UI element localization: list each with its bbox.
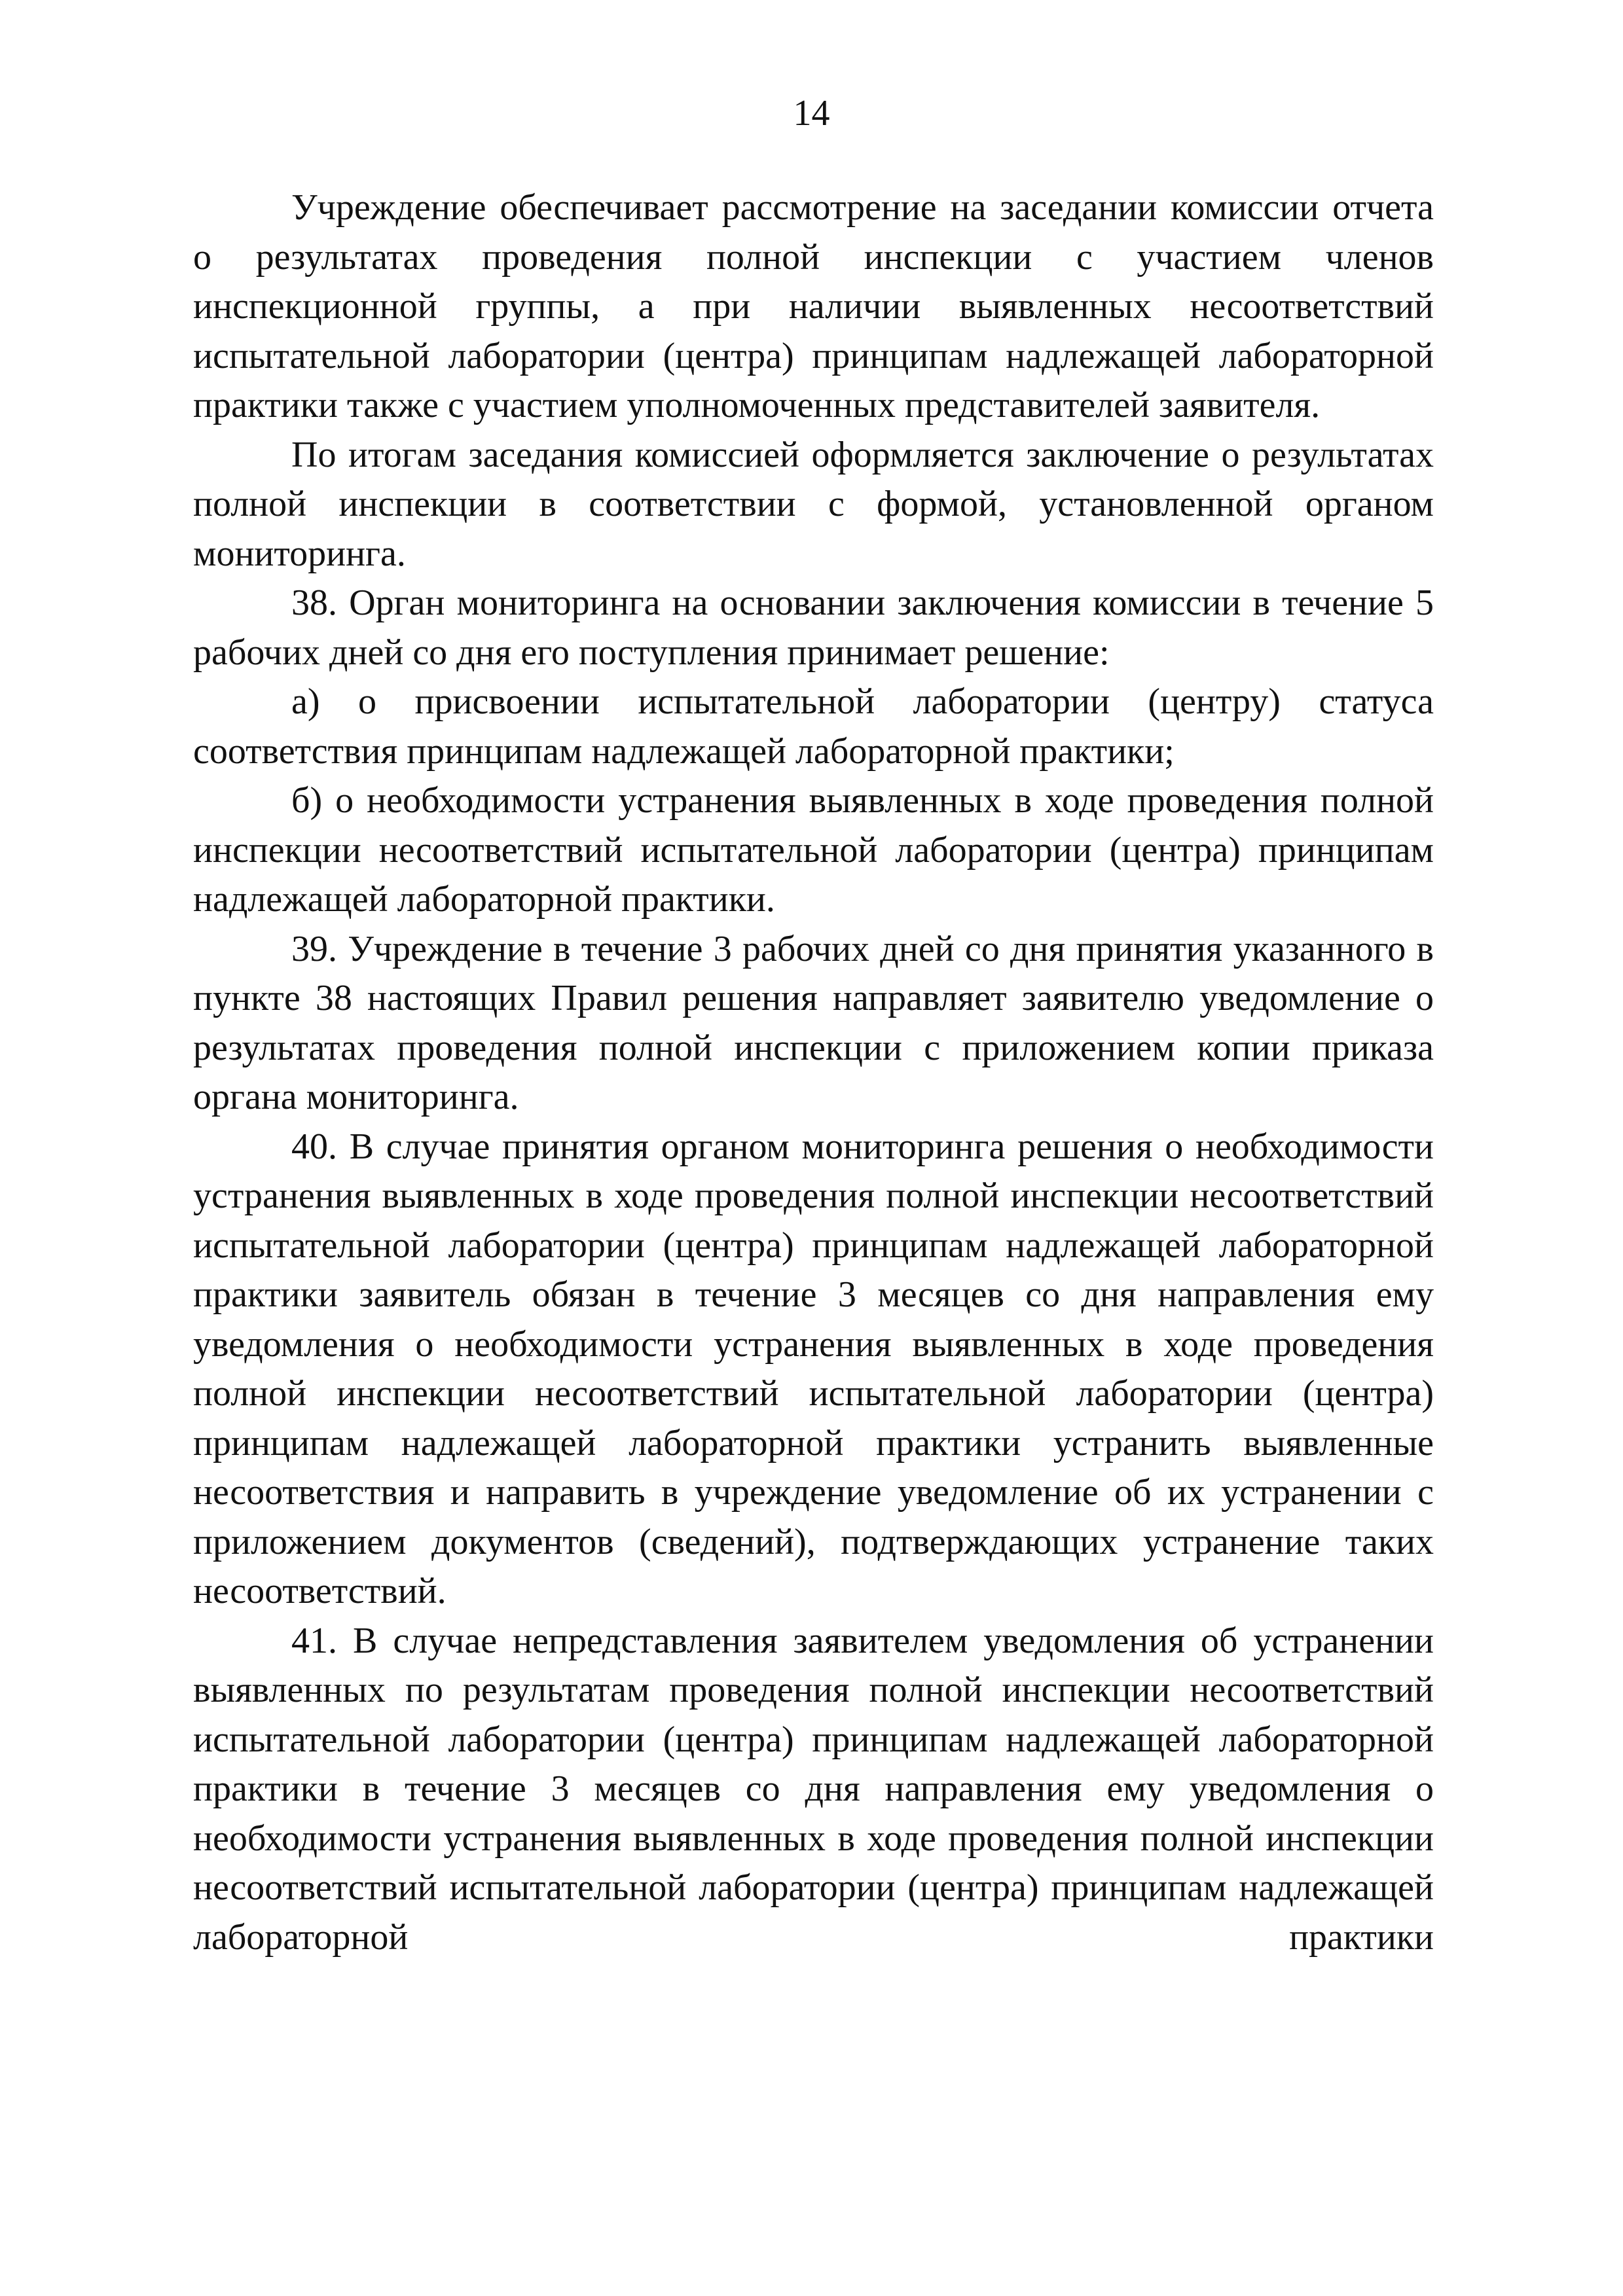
paragraph-item-39: 39. Учреждение в течение 3 рабочих дней со дня принятия указанного в пункте 38 настоящих Правил решения направляет заявителю уведомление о результатах проведения полной инспекции с приложением копии приказа органа мониторинга.: [193, 928, 1434, 1117]
paragraph-conclusion: По итогам заседания комиссией оформляется заключение о результатах полной инспекции в соответствии с формой, установленной органом мониторинга.: [193, 434, 1434, 574]
paragraph-item-38: 38. Орган мониторинга на основании заключения комиссии в течение 5 рабочих дней со дня его поступления принимает решение:: [193, 583, 1434, 673]
paragraph-item-38-a: а) о присвоении испытательной лаборатории (центру) статуса соответствия принципам надлежащей лабораторной практики;: [193, 681, 1434, 772]
paragraph-commission-review: Учреждение обеспечивает рассмотрение на заседании комиссии отчета о результатах проведения полной инспекции с участием членов инспекционной группы, а при наличии выявленных несоответствий испытательной лаборатории (центра) принципам надлежащей лабораторной практики также с участием уполномоченных представителей заявителя.: [193, 187, 1434, 425]
paragraph-item-40: 40. В случае принятия органом мониторинга решения о необходимости устранения выявленных в ходе проведения полной инспекции несоответствий испытательной лаборатории (центра) принципам надлежащей лабораторной практики заявитель обязан в течение 3 месяцев со дня направления ему уведомления о необходимости устранения выявленных в ходе проведения полной инспекции несоответствий испытательной лаборатории (центра) принципам надлежащей лабораторной практики устранить выявленные несоответствия и направить в учреждение уведомление об их устранении с приложением документов (сведений), подтверждающих устранение таких несоответствий.: [193, 1126, 1434, 1611]
document-body: [193, 183, 1434, 1962]
paragraph-item-41: 41. В случае непредставления заявителем уведомления об устранении выявленных по результатам проведения полной инспекции несоответствий испытательной лаборатории (центра) принципам надлежащей лабораторной практики в течение 3 месяцев со дня направления ему уведомления о необходимости устранения выявленных в ходе проведения полной инспекции несоответствий испытательной лаборатории (центра) принципам надлежащей лабораторной практики: [193, 1620, 1434, 1958]
paragraph-item-38-b: б) о необходимости устранения выявленных в ходе проведения полной инспекции несоответствий испытательной лаборатории (центра) принципам надлежащей лабораторной практики.: [193, 780, 1434, 920]
page-number: 14: [793, 93, 830, 134]
